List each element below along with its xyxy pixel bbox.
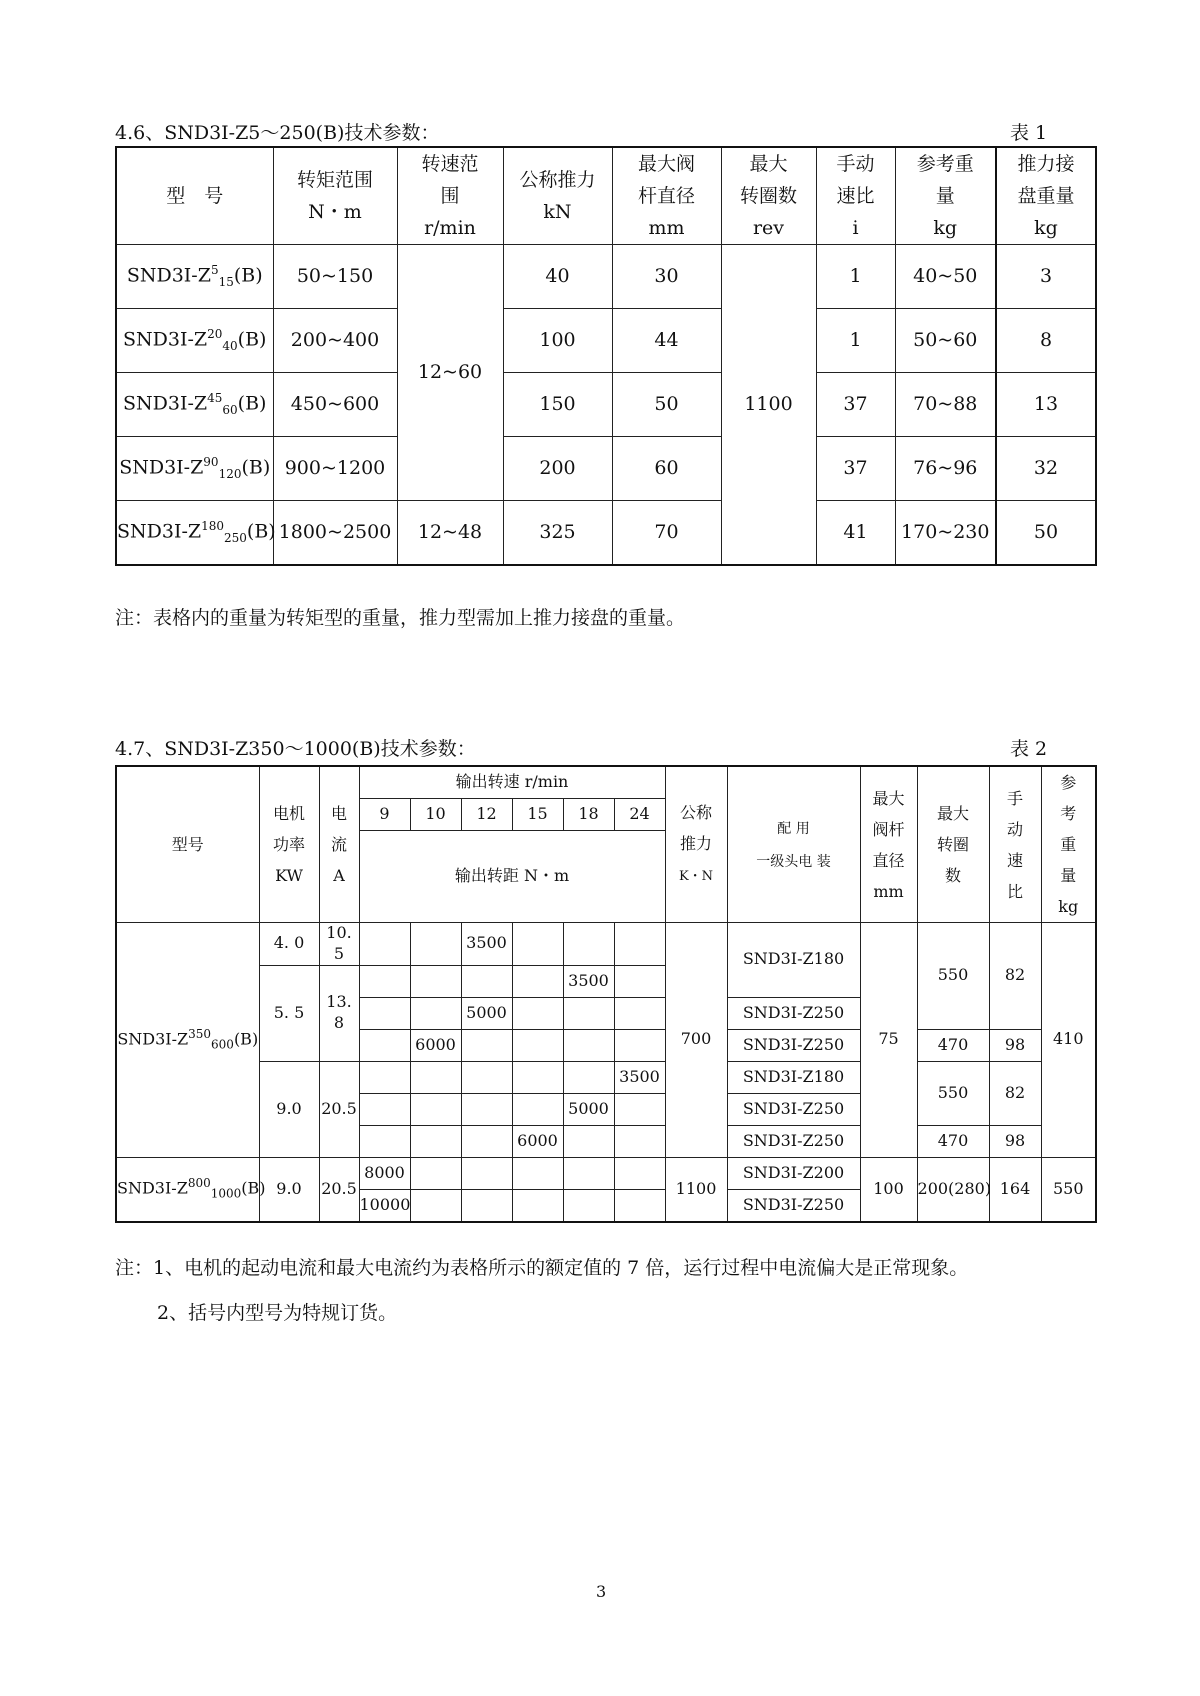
thrust-cell: 700: [665, 923, 727, 1158]
plate-cell: 3: [996, 245, 1096, 309]
ratio-cell: 1: [816, 245, 895, 309]
header-out-speed: 输出转速 r/min: [359, 766, 665, 799]
torque-cell: 1800~2500: [273, 501, 397, 565]
header-turns: 最大 转圈数 rev: [721, 147, 816, 245]
header-weight: 参 考 重 量 kg: [1041, 766, 1096, 923]
ratio-cell: 82: [989, 923, 1041, 1030]
torque-cell: 3500: [614, 1061, 665, 1093]
table-row: [116, 1157, 1096, 1189]
table-row: [116, 373, 1096, 437]
table-row: [116, 245, 1096, 309]
speed-cell: 12~48: [397, 501, 503, 565]
ratio-cell: 37: [816, 373, 895, 437]
model-cell: $SND3I-Z^{180}_{250}(B)$: [116, 501, 273, 565]
speed-cell: 12~60: [397, 245, 503, 501]
power-cell: 5. 5: [259, 965, 319, 1061]
note2-line1: 注：1、电机的起动电流和最大电流约为表格所示的额定值的 7 倍，运行过程中电流偏大是正常现象。: [115, 1257, 969, 1279]
model-cell: $SND3I-Z^{800}_{1000}(B)$: [116, 1157, 259, 1222]
model-cell: $SND3I-Z^5_{15}(B)$: [116, 245, 273, 309]
thrust-cell: 200: [503, 437, 612, 501]
header-current: 电 流 A: [319, 766, 359, 923]
header-torque: 转矩范围 N・m: [273, 147, 397, 245]
current-cell: 13. 8: [319, 965, 359, 1061]
header-thrust: 公称 推力 K・N: [665, 766, 727, 923]
thrust-cell: 100: [503, 309, 612, 373]
header-speed-15: 15: [512, 799, 563, 831]
torque-cell: 900~1200: [273, 437, 397, 501]
table1: [115, 146, 1097, 566]
header-weight: 参考重 量 kg: [895, 147, 996, 245]
header-speed: 转速范 围 r/min: [397, 147, 503, 245]
weight-cell: 550: [1041, 1157, 1096, 1222]
note1: 注：表格内的重量为转矩型的重量，推力型需加上推力接盘的重量。: [115, 607, 686, 629]
thrust-cell: 1100: [665, 1157, 727, 1222]
power-cell: 9.0: [259, 1157, 319, 1222]
header-speed-18: 18: [563, 799, 614, 831]
torque-cell: 5000: [563, 1093, 614, 1125]
turns-cell: 550: [917, 923, 989, 1030]
weight-cell: 410: [1041, 923, 1096, 1158]
header-thrust: 公称推力 kN: [503, 147, 612, 245]
torque-cell: 5000: [461, 997, 512, 1029]
ratio-cell: 98: [989, 1029, 1041, 1061]
config-cell: SND3I-Z250: [727, 1189, 860, 1222]
header-model: 型号: [116, 766, 259, 923]
table2-label: 表 2: [1010, 738, 1048, 760]
ratio-cell: 41: [816, 501, 895, 565]
table-row: [116, 501, 1096, 565]
stem-cell: 44: [612, 309, 721, 373]
torque-cell: 450~600: [273, 373, 397, 437]
plate-cell: 50: [996, 501, 1096, 565]
config-cell: SND3I-Z250: [727, 997, 860, 1029]
weight-cell: 70~88: [895, 373, 996, 437]
plate-cell: 8: [996, 309, 1096, 373]
torque-cell: 6000: [512, 1125, 563, 1157]
model-cell: $SND3I-Z^{350}_{600}(B)$: [116, 923, 259, 1158]
turns-cell: 200(280): [917, 1157, 989, 1222]
header-stem: 最大阀 杆直径 mm: [612, 147, 721, 245]
current-cell: 20.5: [319, 1061, 359, 1157]
weight-cell: 50~60: [895, 309, 996, 373]
torque-cell: 6000: [410, 1029, 461, 1061]
config-cell: SND3I-Z200: [727, 1157, 860, 1189]
header-model: 型 号: [116, 147, 273, 245]
config-cell: SND3I-Z180: [727, 1061, 860, 1093]
thrust-cell: 325: [503, 501, 612, 565]
header-ratio: 手动 速比 i: [816, 147, 895, 245]
header-speed-10: 10: [410, 799, 461, 831]
config-cell: SND3I-Z180: [727, 923, 860, 998]
header-ratio: 手 动 速 比: [989, 766, 1041, 923]
turns-cell: 550: [917, 1061, 989, 1125]
turns-cell: 470: [917, 1125, 989, 1157]
table2: [115, 765, 1097, 1223]
thrust-cell: 150: [503, 373, 612, 437]
plate-cell: 13: [996, 373, 1096, 437]
header-speed-9: 9: [359, 799, 410, 831]
config-cell: SND3I-Z250: [727, 1029, 860, 1061]
stem-cell: 100: [860, 1157, 917, 1222]
turns-cell: 470: [917, 1029, 989, 1061]
section1-title: 4.6、SND3I-Z5～250(B)技术参数：: [115, 122, 440, 144]
weight-cell: 76~96: [895, 437, 996, 501]
torque-cell: 10000: [359, 1189, 410, 1222]
weight-cell: 170~230: [895, 501, 996, 565]
note2-line2: 2、括号内型号为特规订货。: [157, 1302, 398, 1324]
header-config: 配 用 一级头电 装: [727, 766, 860, 923]
plate-cell: 32: [996, 437, 1096, 501]
table-row: [116, 923, 1096, 966]
header-out-torque: 输出转距 N・m: [359, 831, 665, 923]
model-cell: $SND3I-Z^{20}_{40}(B)$: [116, 309, 273, 373]
ratio-cell: 37: [816, 437, 895, 501]
model-cell: $SND3I-Z^{45}_{60}(B)$: [116, 373, 273, 437]
table-row: [116, 1061, 1096, 1093]
stem-cell: 70: [612, 501, 721, 565]
header-power: 电机 功率 KW: [259, 766, 319, 923]
section2-title: 4.7、SND3I-Z350～1000(B)技术参数：: [115, 738, 476, 760]
stem-cell: 75: [860, 923, 917, 1158]
torque-cell: 50~150: [273, 245, 397, 309]
ratio-cell: 98: [989, 1125, 1041, 1157]
torque-cell: 200~400: [273, 309, 397, 373]
power-cell: 9.0: [259, 1061, 319, 1157]
header-stem: 最大 阀杆 直径 mm: [860, 766, 917, 923]
ratio-cell: 82: [989, 1061, 1041, 1125]
power-cell: 4. 0: [259, 923, 319, 966]
weight-cell: 40~50: [895, 245, 996, 309]
table-row: [116, 437, 1096, 501]
page-number: 3: [596, 1582, 607, 1601]
torque-cell: 8000: [359, 1157, 410, 1189]
header-plate: 推力接 盘重量 kg: [996, 147, 1096, 245]
torque-cell: 3500: [461, 923, 512, 966]
header-speed-24: 24: [614, 799, 665, 831]
current-cell: 20.5: [319, 1157, 359, 1222]
header-turns: 最大 转圈 数: [917, 766, 989, 923]
thrust-cell: 40: [503, 245, 612, 309]
stem-cell: 60: [612, 437, 721, 501]
model-cell: $SND3I-Z^{90}_{120}(B)$: [116, 437, 273, 501]
config-cell: SND3I-Z250: [727, 1125, 860, 1157]
torque-cell: 3500: [563, 965, 614, 997]
ratio-cell: 164: [989, 1157, 1041, 1222]
config-cell: SND3I-Z250: [727, 1093, 860, 1125]
header-speed-12: 12: [461, 799, 512, 831]
current-cell: 10. 5: [319, 923, 359, 966]
stem-cell: 30: [612, 245, 721, 309]
turns-cell: 1100: [721, 245, 816, 565]
table-row: [116, 309, 1096, 373]
ratio-cell: 1: [816, 309, 895, 373]
stem-cell: 50: [612, 373, 721, 437]
table1-label: 表 1: [1010, 122, 1048, 144]
